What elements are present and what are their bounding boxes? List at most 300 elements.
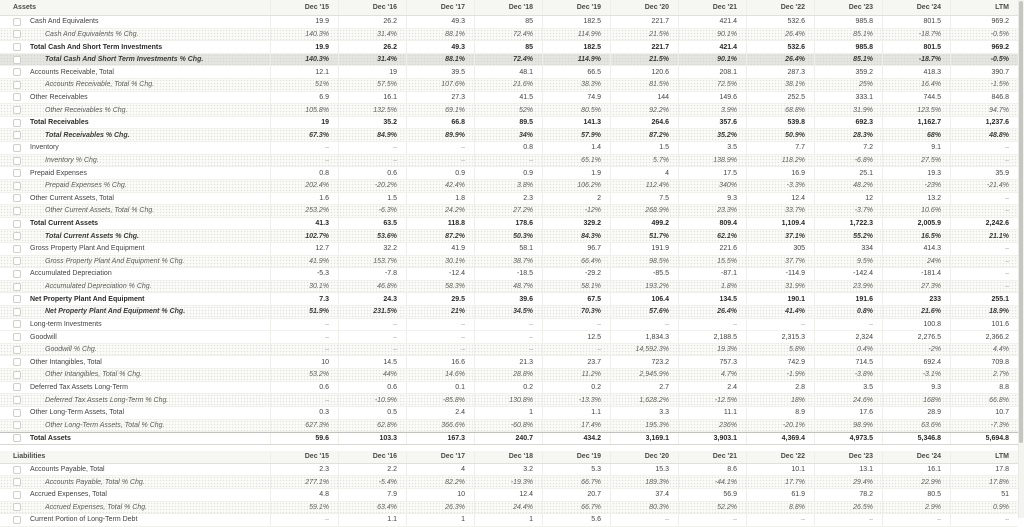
cell-value: 70.3% — [542, 306, 610, 318]
row-checkbox[interactable] — [13, 232, 21, 240]
cell-value: 421.4 — [678, 16, 746, 28]
table-row[interactable] — [0, 193, 1018, 206]
cell-value: 90.1% — [678, 29, 746, 41]
cell-value: 31.9% — [746, 281, 814, 293]
row-checkbox[interactable] — [13, 245, 21, 253]
row-checkbox[interactable] — [13, 308, 21, 316]
cell-value: 14.5 — [338, 356, 406, 368]
cell-value: 10.7 — [950, 407, 1018, 419]
cell-value: 89.5 — [474, 117, 542, 129]
row-checkbox[interactable] — [13, 434, 21, 442]
cell-value: 252.5 — [746, 92, 814, 104]
cell-value: 985.8 — [814, 41, 882, 53]
cell-value: 55.2% — [814, 230, 882, 242]
cell-value: 85.1% — [814, 54, 882, 66]
cell-value: 51.9% — [270, 306, 338, 318]
cell-value: 231.5% — [338, 306, 406, 318]
cell-value: 16.1 — [338, 92, 406, 104]
cell-value: – — [950, 243, 1018, 255]
column-header: LTM — [950, 451, 1018, 463]
cell-value: 801.5 — [882, 41, 950, 53]
cell-value: 0.6 — [338, 382, 406, 394]
row-checkbox[interactable] — [13, 503, 21, 511]
cell-value: 2.4 — [678, 382, 746, 394]
row-checkbox[interactable] — [13, 478, 21, 486]
row-label: Total Receivables % Chg. — [45, 131, 130, 139]
cell-value: 72.5% — [678, 79, 746, 91]
cell-value: 112.4% — [610, 180, 678, 192]
table-row[interactable] — [0, 432, 1018, 445]
column-header: Dec '22 — [746, 0, 814, 15]
cell-value: 801.5 — [882, 16, 950, 28]
cell-value: 35.2% — [678, 129, 746, 141]
table-row[interactable] — [0, 155, 1018, 168]
row-checkbox[interactable] — [13, 93, 21, 101]
cell-value: 1.8% — [678, 281, 746, 293]
row-checkbox[interactable] — [13, 207, 21, 215]
cell-value: 23.7 — [542, 356, 610, 368]
cell-value: 1 — [474, 407, 542, 419]
row-checkbox[interactable] — [13, 194, 21, 202]
cell-value: 19.3 — [882, 167, 950, 179]
cell-value: 21.1% — [950, 230, 1018, 242]
table-row[interactable] — [0, 16, 1018, 29]
table-row[interactable] — [0, 489, 1018, 502]
row-label-cell — [0, 319, 270, 331]
row-label-cell — [0, 79, 270, 91]
cell-value: -10.9% — [338, 394, 406, 406]
column-header: Dec '16 — [338, 0, 406, 15]
cell-value: 2,276.5 — [882, 331, 950, 343]
cell-value: 414.3 — [882, 243, 950, 255]
cell-value: – — [270, 344, 338, 356]
cell-value: 8.9 — [746, 407, 814, 419]
table-row[interactable] — [0, 205, 1018, 218]
scrollbar-thumb[interactable] — [1019, 1, 1023, 443]
row-label: Gross Property Plant And Equipment % Chg. — [45, 257, 185, 265]
cell-value: 1,722.3 — [814, 218, 882, 230]
table-row[interactable] — [0, 306, 1018, 319]
cell-value: 757.3 — [678, 356, 746, 368]
table-row[interactable] — [0, 104, 1018, 117]
cell-value: -29.2 — [542, 268, 610, 280]
row-checkbox[interactable] — [13, 157, 21, 165]
cell-value: 13.2 — [882, 193, 950, 205]
cell-value: 969.2 — [950, 41, 1018, 53]
row-label: Long-term Investments — [30, 320, 102, 328]
cell-value: 46.8% — [338, 281, 406, 293]
cell-value: 277.1% — [270, 476, 338, 488]
cell-value: 16.4% — [882, 79, 950, 91]
cell-value: 16.6 — [406, 356, 474, 368]
cell-value: 11.1 — [678, 407, 746, 419]
cell-value: 24.3 — [338, 293, 406, 305]
cell-value: – — [950, 256, 1018, 268]
cell-value: 3.8% — [474, 180, 542, 192]
table-row[interactable] — [0, 394, 1018, 407]
cell-value: 59.6 — [270, 433, 338, 444]
row-label: Accumulated Depreciation % Chg. — [45, 283, 152, 291]
cell-value: 27.3 — [406, 92, 474, 104]
row-checkbox[interactable] — [13, 320, 21, 328]
row-label: Accounts Receivable, Total — [30, 68, 114, 76]
row-label-cell — [0, 356, 270, 368]
cell-value: 9.1 — [882, 142, 950, 154]
cell-value: 149.6 — [678, 92, 746, 104]
cell-value: 66.8 — [406, 117, 474, 129]
cell-value: 68% — [882, 129, 950, 141]
cell-value: -12.5% — [678, 394, 746, 406]
cell-value: -60.8% — [474, 420, 542, 432]
row-label: Total Current Assets % Chg. — [45, 232, 139, 240]
cell-value: 264.6 — [610, 117, 678, 129]
table-row[interactable] — [0, 117, 1018, 130]
row-checkbox[interactable] — [13, 283, 21, 291]
cell-value: 28.3% — [814, 129, 882, 141]
cell-value: 27.5% — [882, 155, 950, 167]
cell-value: 114.9% — [542, 54, 610, 66]
cell-value: 52.2% — [678, 502, 746, 514]
table-row[interactable] — [0, 66, 1018, 79]
cell-value: 221.6 — [678, 243, 746, 255]
cell-value: 21.3 — [474, 356, 542, 368]
cell-value: – — [338, 344, 406, 356]
cell-value: 240.7 — [474, 433, 542, 444]
cell-value: 58.1% — [542, 281, 610, 293]
cell-value: -20.1% — [746, 420, 814, 432]
cell-value: 268.9% — [610, 205, 678, 217]
cell-value: 35.9 — [950, 167, 1018, 179]
row-label: Goodwill — [30, 333, 57, 341]
table-row[interactable] — [0, 382, 1018, 395]
cell-value: 88.1% — [406, 54, 474, 66]
table-row[interactable] — [0, 331, 1018, 344]
row-checkbox[interactable] — [13, 169, 21, 177]
cell-value: 9.3 — [678, 193, 746, 205]
row-label-cell — [0, 92, 270, 104]
cell-value: 0.8% — [814, 306, 882, 318]
cell-value: 23.3% — [678, 205, 746, 217]
cell-value: 41.9% — [270, 256, 338, 268]
table-row[interactable] — [0, 344, 1018, 357]
cell-value: 85 — [474, 16, 542, 28]
row-checkbox[interactable] — [13, 119, 21, 127]
cell-value: 18.9% — [950, 306, 1018, 318]
cell-value: 17.7% — [746, 476, 814, 488]
row-label-cell — [0, 514, 270, 526]
cell-value: 38.3% — [542, 79, 610, 91]
row-label-cell — [0, 180, 270, 192]
cell-value: 1,834.3 — [610, 331, 678, 343]
cell-value: -23% — [882, 180, 950, 192]
cell-value: 102.7% — [270, 230, 338, 242]
cell-value: 153.7% — [338, 256, 406, 268]
cell-value: -0.5% — [950, 54, 1018, 66]
cell-value: 168% — [882, 394, 950, 406]
cell-value: 30.1% — [270, 281, 338, 293]
row-label-cell — [0, 29, 270, 41]
row-checkbox[interactable] — [13, 466, 21, 474]
section-title-label: Liabilities — [13, 453, 46, 461]
cell-value: 50.9% — [746, 129, 814, 141]
table-row[interactable] — [0, 129, 1018, 142]
cell-value: 418.3 — [882, 66, 950, 78]
cell-value: – — [406, 155, 474, 167]
cell-value: 4 — [406, 464, 474, 476]
cell-value: 16.9 — [746, 167, 814, 179]
cell-value: 5.6 — [542, 514, 610, 526]
row-label: Goodwill % Chg. — [45, 346, 97, 354]
cell-value: 17.4% — [542, 420, 610, 432]
cell-value: 2.7 — [610, 382, 678, 394]
cell-value: 202.4% — [270, 180, 338, 192]
cell-value: – — [950, 205, 1018, 217]
column-header: Dec '20 — [610, 0, 678, 15]
cell-value: 61.9 — [746, 489, 814, 501]
cell-value: 25.1 — [814, 167, 882, 179]
cell-value: 140.3% — [270, 29, 338, 41]
row-checkbox[interactable] — [13, 516, 21, 524]
table-row[interactable] — [0, 369, 1018, 382]
cell-value: 31.4% — [338, 54, 406, 66]
row-checkbox[interactable] — [13, 220, 21, 228]
cell-value: – — [406, 331, 474, 343]
row-checkbox[interactable] — [13, 144, 21, 152]
column-header: Dec '21 — [678, 451, 746, 463]
row-checkbox[interactable] — [13, 182, 21, 190]
cell-value: 39.6 — [474, 293, 542, 305]
cell-value: 17.8 — [950, 464, 1018, 476]
cell-value: 12.1 — [270, 66, 338, 78]
cell-value: 107.6% — [406, 79, 474, 91]
cell-value: 10 — [270, 356, 338, 368]
cell-value: -18.5 — [474, 268, 542, 280]
row-label: Net Property Plant And Equipment % Chg. — [45, 308, 186, 316]
row-label-cell — [0, 344, 270, 356]
table-row[interactable] — [0, 180, 1018, 193]
cell-value: 8.6 — [678, 464, 746, 476]
row-checkbox[interactable] — [13, 43, 21, 51]
cell-value: 12 — [814, 193, 882, 205]
cell-value: 2.2 — [338, 464, 406, 476]
table-row[interactable] — [0, 243, 1018, 256]
row-label-cell — [0, 129, 270, 141]
table-row[interactable] — [0, 79, 1018, 92]
row-checkbox[interactable] — [13, 270, 21, 278]
cell-value: 3.3 — [610, 407, 678, 419]
cell-value: 50.3% — [474, 230, 542, 242]
cell-value: 1.1 — [338, 514, 406, 526]
cell-value: 138.9% — [678, 155, 746, 167]
cell-value: – — [950, 281, 1018, 293]
row-label-cell — [0, 382, 270, 394]
cell-value: 27.2% — [474, 205, 542, 217]
cell-value: 57.9% — [542, 129, 610, 141]
cell-value: 62.8% — [338, 420, 406, 432]
row-label-cell — [0, 54, 270, 66]
cell-value: 182.5 — [542, 16, 610, 28]
row-checkbox[interactable] — [13, 421, 21, 429]
cell-value: 12.4 — [474, 489, 542, 501]
table-row[interactable] — [0, 230, 1018, 243]
cell-value: 1,109.4 — [746, 218, 814, 230]
cell-value: 14,592.3% — [610, 344, 678, 356]
cell-value: 24% — [882, 256, 950, 268]
cell-value: 305 — [746, 243, 814, 255]
row-checkbox[interactable] — [13, 56, 21, 64]
cell-value: 41.5 — [474, 92, 542, 104]
cell-value: 66.7% — [542, 476, 610, 488]
row-label: Deferred Tax Assets Long-Term % Chg. — [45, 396, 169, 404]
table-row[interactable] — [0, 268, 1018, 281]
row-checkbox[interactable] — [13, 81, 21, 89]
cell-value: -85.5 — [610, 268, 678, 280]
cell-value: 5,346.8 — [882, 433, 950, 444]
table-row[interactable] — [0, 356, 1018, 369]
cell-value: – — [882, 514, 950, 526]
cell-value: – — [338, 331, 406, 343]
cell-value: 58.1 — [474, 243, 542, 255]
cell-value: 114.9% — [542, 29, 610, 41]
cell-value: 123.5% — [882, 104, 950, 116]
cell-value: -1.5% — [950, 79, 1018, 91]
vertical-scrollbar[interactable] — [1018, 0, 1024, 518]
row-checkbox[interactable] — [13, 346, 21, 354]
row-label: Gross Property Plant And Equipment — [30, 245, 145, 253]
table-row[interactable] — [0, 502, 1018, 515]
cell-value: 0.9% — [950, 502, 1018, 514]
cell-value: 190.1 — [746, 293, 814, 305]
table-row[interactable] — [0, 142, 1018, 155]
row-label-cell — [0, 369, 270, 381]
cell-value: 12.4 — [746, 193, 814, 205]
table-row[interactable] — [0, 476, 1018, 489]
cell-value: 41.4% — [746, 306, 814, 318]
cell-value: 28.9 — [882, 407, 950, 419]
table-row[interactable] — [0, 29, 1018, 42]
row-checkbox[interactable] — [13, 131, 21, 139]
table-row[interactable] — [0, 293, 1018, 306]
cell-value: 0.8 — [474, 142, 542, 154]
column-header: Dec '23 — [814, 0, 882, 15]
table-row[interactable] — [0, 514, 1018, 527]
row-checkbox[interactable] — [13, 30, 21, 38]
row-checkbox[interactable] — [13, 257, 21, 265]
row-label: Current Portion of Long-Term Debt — [30, 516, 138, 524]
table-row[interactable] — [0, 319, 1018, 332]
row-label: Total Cash And Short Term Investments % Chg. — [45, 56, 204, 64]
cell-value: 16.5% — [882, 230, 950, 242]
cell-value: -12% — [542, 205, 610, 217]
cell-value: 57.6% — [610, 306, 678, 318]
row-checkbox[interactable] — [13, 396, 21, 404]
cell-value: 25% — [814, 79, 882, 91]
cell-value: – — [406, 142, 474, 154]
cell-value: 72.4% — [474, 29, 542, 41]
row-label: Other Long-Term Assets, Total % Chg. — [45, 421, 165, 429]
cell-value: 84.9% — [338, 129, 406, 141]
row-checkbox[interactable] — [13, 295, 21, 303]
cell-value: 2,188.5 — [678, 331, 746, 343]
row-checkbox[interactable] — [13, 409, 21, 417]
table-row[interactable] — [0, 407, 1018, 420]
row-checkbox[interactable] — [13, 371, 21, 379]
row-label-cell — [0, 331, 270, 343]
cell-value: -5.4% — [338, 476, 406, 488]
row-checkbox[interactable] — [13, 68, 21, 76]
table-row[interactable] — [0, 41, 1018, 54]
cell-value: – — [950, 155, 1018, 167]
row-checkbox[interactable] — [13, 333, 21, 341]
table-row[interactable] — [0, 281, 1018, 294]
row-checkbox[interactable] — [13, 491, 21, 499]
cell-value: -18.7% — [882, 54, 950, 66]
row-checkbox[interactable] — [13, 358, 21, 366]
cell-value: 0.3 — [270, 407, 338, 419]
cell-value: 26.2 — [338, 41, 406, 53]
cell-value: – — [950, 142, 1018, 154]
cell-value: 24.2% — [406, 205, 474, 217]
cell-value: 1.8 — [406, 193, 474, 205]
cell-value: -1.9% — [746, 369, 814, 381]
row-label-cell — [0, 464, 270, 476]
cell-value: 17.8% — [950, 476, 1018, 488]
table-row[interactable] — [0, 464, 1018, 477]
cell-value: 709.8 — [950, 356, 1018, 368]
cell-value: 49.3 — [406, 41, 474, 53]
cell-value: 4,973.5 — [814, 433, 882, 444]
cell-value: 0.9 — [406, 167, 474, 179]
cell-value: -19.3% — [474, 476, 542, 488]
table-row[interactable] — [0, 167, 1018, 180]
row-label: Deferred Tax Assets Long-Term — [30, 383, 128, 391]
table-row[interactable] — [0, 218, 1018, 231]
row-label-cell — [0, 117, 270, 129]
cell-value: 94.7% — [950, 104, 1018, 116]
cell-value: 8.8% — [746, 502, 814, 514]
row-label: Accrued Expenses, Total % Chg. — [45, 503, 148, 511]
cell-value: 4,369.4 — [746, 433, 814, 444]
cell-value: -18.7% — [882, 29, 950, 41]
table-row[interactable] — [0, 420, 1018, 433]
row-checkbox[interactable] — [13, 106, 21, 114]
cell-value: 2 — [542, 193, 610, 205]
cell-value: 182.5 — [542, 41, 610, 53]
cell-value: – — [950, 268, 1018, 280]
row-label-cell — [0, 104, 270, 116]
cell-value: 72.4% — [474, 54, 542, 66]
cell-value: 1,162.7 — [882, 117, 950, 129]
cell-value: 42.4% — [406, 180, 474, 192]
table-row[interactable] — [0, 256, 1018, 269]
table-row[interactable] — [0, 92, 1018, 105]
cell-value: – — [678, 514, 746, 526]
row-checkbox[interactable] — [13, 383, 21, 391]
table-row[interactable] — [0, 54, 1018, 67]
cell-value: 1.9 — [542, 167, 610, 179]
cell-value: -7.3% — [950, 420, 1018, 432]
cell-value: 16.1 — [882, 464, 950, 476]
section-title — [0, 451, 270, 463]
column-header: Dec '16 — [338, 451, 406, 463]
column-header: Dec '24 — [882, 0, 950, 15]
row-label-cell — [0, 205, 270, 217]
cell-value: 2.4 — [406, 407, 474, 419]
cell-value: 1.4 — [542, 142, 610, 154]
row-label: Other Current Assets, Total % Chg. — [45, 207, 155, 215]
cell-value: 1.5 — [610, 142, 678, 154]
row-checkbox[interactable] — [13, 18, 21, 26]
